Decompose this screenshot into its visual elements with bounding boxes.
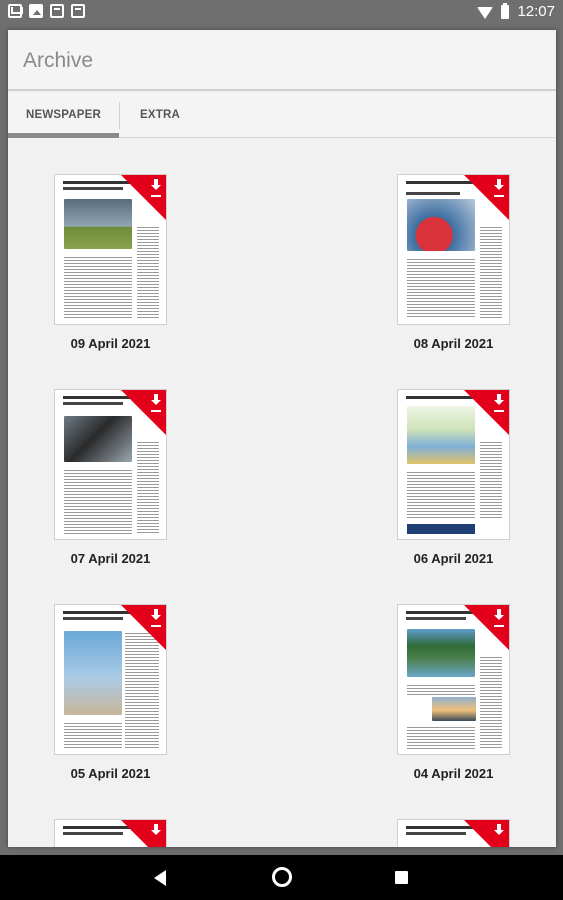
issue-card[interactable] [397,604,510,781]
issue-card[interactable] [54,174,167,351]
download-label [494,625,504,627]
tab-extra[interactable]: EXTRA [140,109,180,121]
cover-headline [63,402,123,405]
cover-text [407,683,475,695]
navigation-bar [0,855,563,900]
cover-headline [406,192,460,195]
app-window [8,30,556,847]
download-icon[interactable] [494,179,504,193]
cover-photo [64,631,122,715]
download-icon[interactable] [494,394,504,408]
app-bar [8,30,556,91]
issue-date: 08 April 2021 [413,336,494,351]
issue-date: 07 April 2021 [70,551,151,566]
cover-photo-small [432,697,476,721]
battery-icon [501,5,509,19]
issue-date: 06 April 2021 [413,551,494,566]
cover-headline [63,617,123,620]
download-label [494,410,504,412]
cover-headline [406,617,466,620]
issue-card[interactable] [54,819,167,847]
cover-ad-strip [407,524,475,534]
issue-card[interactable] [397,174,510,351]
gmail-icon [8,4,22,18]
issue-card[interactable] [54,389,167,566]
issue-card[interactable] [54,604,167,781]
newspaper-cover[interactable] [397,819,510,847]
tab-bar [8,93,556,138]
download-icon[interactable] [151,609,161,623]
newspaper-cover[interactable] [397,174,510,325]
download-icon[interactable] [151,824,161,838]
cover-sidebar [137,440,159,534]
issue-date: 05 April 2021 [70,766,151,781]
back-icon[interactable] [154,870,166,886]
news-icon [71,4,85,18]
cover-sidebar [480,655,502,749]
notification-icons [8,4,85,18]
status-bar [0,0,563,24]
download-icon[interactable] [151,394,161,408]
cover-text [407,470,475,520]
issue-card[interactable] [397,819,510,847]
cover-sidebar [480,440,502,520]
newspaper-cover[interactable] [54,389,167,540]
issue-date: 09 April 2021 [70,336,151,351]
tab-newspaper[interactable]: NEWSPAPER [8,93,119,137]
newspaper-cover[interactable] [54,174,167,325]
wifi-icon [477,7,493,19]
newspaper-cover[interactable] [397,389,510,540]
cover-text [407,725,475,749]
cover-text [407,257,475,319]
download-label [151,410,161,412]
page-title: Archive [23,49,94,72]
cover-sidebar [137,225,159,319]
cover-text [64,721,122,749]
newspaper-cover[interactable] [54,604,167,755]
cover-headline [406,832,466,835]
recents-icon[interactable] [395,871,408,884]
download-label [151,195,161,197]
download-icon[interactable] [494,609,504,623]
newspaper-cover[interactable] [54,819,167,847]
photo-icon [29,4,43,18]
cover-headline [63,832,123,835]
download-icon[interactable] [151,179,161,193]
news-icon [50,4,64,18]
issue-date: 04 April 2021 [413,766,494,781]
issue-card[interactable] [397,389,510,566]
cover-text [64,468,132,534]
cover-headline [63,187,123,190]
cover-text [64,255,132,319]
download-label [494,195,504,197]
download-icon[interactable] [494,824,504,838]
home-icon[interactable] [272,867,292,887]
download-label [151,625,161,627]
cover-sidebar [480,225,502,319]
newspaper-cover[interactable] [397,604,510,755]
clock: 12:07 [517,3,555,20]
issue-grid[interactable] [8,139,556,847]
system-icons [477,3,555,20]
